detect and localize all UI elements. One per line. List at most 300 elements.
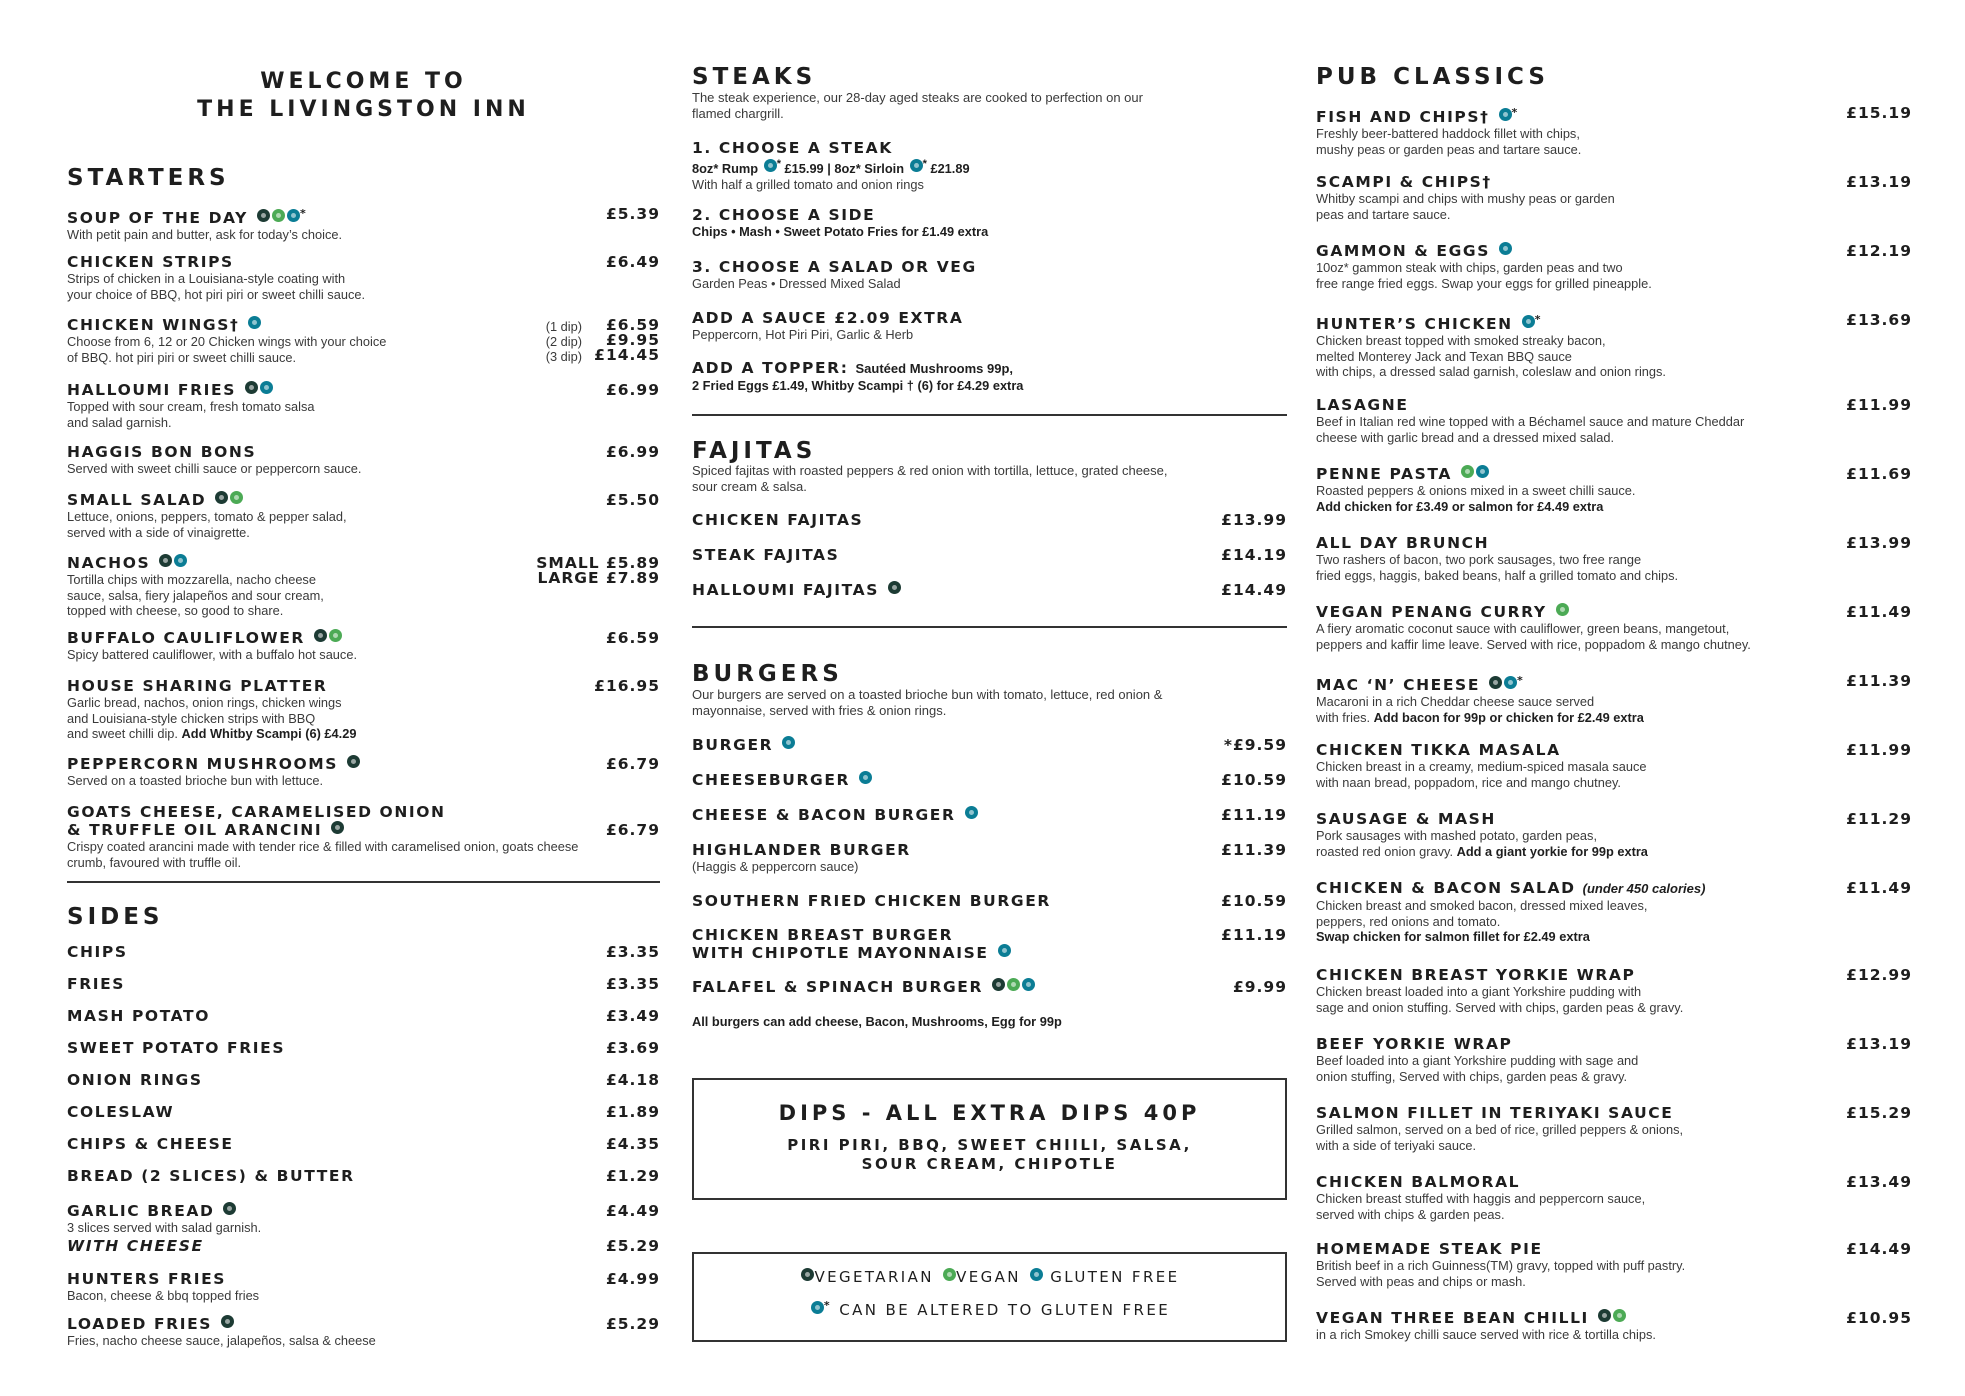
gluten-free-icon — [859, 771, 872, 784]
item-description — [1316, 191, 1912, 222]
vegan-icon — [1461, 465, 1474, 478]
steaks-intro — [692, 90, 1143, 122]
item-description: Bacon, cheese & bbq topped fries — [67, 1288, 260, 1303]
item-price: £10.95 — [1846, 1309, 1912, 1327]
item-price: £6.49 — [605, 253, 660, 271]
menu-item — [1316, 966, 1912, 1015]
menu-item — [67, 1315, 660, 1349]
menu-item — [67, 1167, 660, 1185]
item-description — [1316, 621, 1912, 652]
menu-item — [67, 755, 660, 789]
menu-item — [1316, 1104, 1912, 1153]
item-name: HUNTER’S CHICKEN — [1316, 315, 1513, 333]
menu-item — [1316, 1240, 1912, 1289]
item-name: BUFFALO CAULIFLOWER — [67, 629, 305, 647]
intro-line: mayonnaise, served with fries & onion rings. — [692, 703, 947, 718]
item-name: VEGAN PENANG CURRY — [1316, 603, 1547, 621]
item-description — [67, 839, 660, 870]
item-description: With petit pain and butter, ask for today’s choice. — [67, 227, 343, 242]
intro-line: The steak experience, our 28-day aged steaks are cooked to perfection on our — [692, 90, 1143, 105]
desc-line: and Louisiana-style chicken strips with BBQ — [67, 710, 316, 726]
desc-line: Lettuce, onions, peppers, tomato & pepper salad, — [67, 509, 347, 524]
desc-line: Chicken breast stuffed with haggis and peppercorn sauce, — [1316, 1191, 1646, 1206]
item-name: HUNTERS FRIES — [67, 1270, 227, 1288]
desc-line: with naan bread, poppadom, rice and mango chutney. — [1316, 774, 1621, 790]
steak-step — [692, 359, 1287, 394]
menu-item — [692, 546, 1287, 564]
dips-line: PIRI PIRI, BBQ, SWEET CHIILI, SALSA, — [787, 1136, 1192, 1154]
intro-line: Spiced fajitas with roasted peppers & red onion with tortilla, lettuce, grated cheese, — [692, 463, 1168, 478]
desc-line: crumb, favoured with truffle oil. — [67, 854, 242, 870]
name-line: WITH CHIPOTLE MAYONNAISE — [692, 944, 989, 962]
item-price: £13.99 — [1221, 511, 1287, 529]
item-price: £4.35 — [605, 1135, 660, 1153]
item-tag: (under 450 calories) — [1582, 881, 1706, 896]
item-name: FISH AND CHIPS† — [1316, 108, 1490, 126]
menu-item — [67, 943, 660, 961]
step-title: 2. CHOOSE A SIDE — [692, 206, 876, 224]
item-option: WITH CHEESE — [67, 1236, 204, 1255]
menu-item — [67, 803, 660, 870]
menu-item — [1316, 396, 1912, 445]
rump-price: £15.99 | 8oz* Sirloin — [784, 161, 905, 176]
desc-line: Two rashers of bacon, two pork sausages, two free range — [1316, 552, 1642, 567]
item-price: £5.39 — [605, 205, 660, 223]
item-name: CHIPS & CHEESE — [67, 1135, 234, 1153]
desc-line: your choice of BBQ, hot piri piri or sweet chilli sauce. — [67, 286, 366, 302]
step-description: Garden Peas • Dressed Mixed Salad — [692, 276, 901, 291]
desc-line: fried eggs, haggis, baked beans, half a grilled tomato and chips. — [1316, 567, 1679, 583]
step-description: Peppercorn, Hot Piri Piri, Garlic & Herb — [692, 327, 914, 342]
menu-item — [692, 841, 1287, 874]
menu-item — [1316, 173, 1912, 222]
welcome-heading — [67, 68, 660, 124]
menu-item — [67, 629, 660, 663]
vegetarian-icon — [1598, 1309, 1611, 1322]
dip-label: (1 dip) — [545, 319, 582, 334]
step-title: ADD A TOPPER: — [692, 359, 849, 377]
item-description — [1316, 694, 1912, 725]
desc-line: Choose from 6, 12 or 20 Chicken wings with your choice — [67, 334, 387, 349]
vegetarian-icon — [801, 1268, 814, 1281]
menu-item — [67, 975, 660, 993]
step-description: With half a grilled tomato and onion rings — [692, 176, 924, 192]
item-price: £1.89 — [605, 1103, 660, 1121]
key-gluten-free: GLUTEN FREE — [1050, 1268, 1180, 1286]
item-name: CHICKEN WINGS† — [67, 316, 240, 334]
item-price: £11.69 — [1846, 465, 1912, 483]
item-description — [67, 271, 660, 302]
item-name — [67, 803, 660, 839]
steaks-heading: STEAKS — [692, 64, 817, 90]
steak-step — [692, 206, 1287, 240]
item-price: £4.99 — [605, 1270, 660, 1288]
menu-item — [692, 736, 1287, 754]
item-description: Spicy battered cauliflower, with a buffalo hot sauce. — [67, 647, 357, 662]
item-name: SCAMPI & CHIPS† — [1316, 173, 1492, 191]
item-description: Served on a toasted brioche bun with lettuce. — [67, 773, 324, 788]
item-price: £10.59 — [1221, 892, 1287, 910]
dips-title: DIPS - ALL EXTRA DIPS 40P — [778, 1101, 1201, 1125]
item-price: £13.99 — [1846, 534, 1912, 552]
item-price: £13.49 — [1846, 1173, 1912, 1191]
gluten-free-icon — [811, 1301, 824, 1314]
dips-list — [694, 1136, 1285, 1174]
item-description — [1316, 1191, 1912, 1222]
item-price: £13.19 — [1846, 1035, 1912, 1053]
gluten-free-icon — [1522, 315, 1535, 328]
menu-item — [692, 511, 1287, 529]
key-vegan: VEGAN — [956, 1268, 1021, 1286]
item-price: £14.49 — [1221, 581, 1287, 599]
vegetarian-icon — [245, 381, 258, 394]
item-name: SOUP OF THE DAY — [67, 209, 248, 227]
item-description: in a rich Smokey chilli sauce served with rice & tortilla chips. — [1316, 1327, 1656, 1342]
gluten-free-icon — [248, 316, 261, 329]
vegan-icon — [943, 1268, 956, 1281]
desc-extra: Add Whitby Scampi (6) £4.29 — [181, 726, 357, 742]
gluten-free-icon — [910, 159, 923, 172]
desc-line: Garlic bread, nachos, onion rings, chicken wings — [67, 695, 342, 710]
desc-line: roasted red onion gravy. — [1316, 843, 1454, 859]
item-price: £11.19 — [1221, 926, 1287, 944]
item-price: £6.59 — [605, 629, 660, 647]
item-description — [1316, 333, 1912, 380]
item-name: NACHOS — [67, 554, 151, 572]
item-description — [1316, 898, 1912, 945]
intro-line: sour cream & salsa. — [692, 479, 807, 494]
steak-step — [692, 309, 1287, 343]
item-price: £5.50 — [605, 491, 660, 509]
item-description — [1316, 414, 1912, 445]
item-description — [1316, 260, 1912, 291]
menu-item — [67, 554, 660, 619]
desc-extra: Add bacon for 99p or chicken for £2.49 extra — [1373, 709, 1644, 725]
item-price: £5.29 — [605, 1315, 660, 1333]
desc-extra: Add a giant yorkie for 99p extra — [1456, 843, 1648, 859]
vegetarian-icon — [215, 491, 228, 504]
desc-line: served with a side of vinaigrette. — [67, 524, 250, 540]
menu-item — [67, 1039, 660, 1057]
item-name: ONION RINGS — [67, 1071, 203, 1089]
desc-line: Grilled salmon, served on a bed of rice, grilled peppers & onions, — [1316, 1122, 1684, 1137]
item-price: £1.29 — [605, 1167, 660, 1185]
item-name: CHICKEN FAJITAS — [692, 511, 864, 529]
item-price: £15.19 — [1846, 104, 1912, 122]
item-name — [692, 926, 1287, 962]
desc-line: peppers and kaffir lime leave. Served with rice, poppadom & mango chutney. — [1316, 636, 1751, 652]
desc-line: Freshly beer-battered haddock fillet with chips, — [1316, 126, 1580, 141]
vegan-icon — [1007, 978, 1020, 991]
step-description: Chips • Mash • Sweet Potato Fries for £1.49 extra — [692, 224, 989, 239]
dips-box — [692, 1078, 1287, 1200]
item-description — [1316, 483, 1912, 514]
gluten-free-icon — [1499, 242, 1512, 255]
menu-item — [692, 926, 1287, 962]
menu-item — [67, 1270, 660, 1304]
menu-item — [67, 491, 660, 540]
name-line: GOATS CHEESE, CARAMELISED ONION — [67, 803, 446, 821]
item-name: GAMMON & EGGS — [1316, 242, 1491, 260]
desc-line: of BBQ. hot piri piri or sweet chilli sauce. — [67, 349, 297, 365]
item-description — [1316, 1258, 1912, 1289]
item-price: £11.49 — [1846, 603, 1912, 621]
vegetarian-icon — [159, 554, 172, 567]
menu-item — [67, 1071, 660, 1089]
fajitas-intro — [692, 463, 1168, 495]
topper-line: Sautéed Mushrooms 99p, — [855, 361, 1013, 376]
vegetarian-icon — [223, 1202, 236, 1215]
item-name: HIGHLANDER BURGER — [692, 841, 911, 859]
vegetarian-icon — [331, 821, 344, 834]
steak-options — [692, 157, 1287, 177]
desc-line: Strips of chicken in a Louisiana-style coating with — [67, 271, 346, 286]
item-price: £14.49 — [1846, 1240, 1912, 1258]
intro-line: Our burgers are served on a toasted brioche bun with tomato, lettuce, red onion & — [692, 687, 1163, 702]
item-description — [1316, 759, 1912, 790]
vegan-icon — [1613, 1309, 1626, 1322]
asterisk-mark: * — [776, 158, 781, 170]
desc-line: mushy peas or garden peas and tartare sauce. — [1316, 141, 1582, 157]
menu-item — [67, 1135, 660, 1153]
item-price: £3.35 — [605, 943, 660, 961]
item-name: SOUTHERN FRIED CHICKEN BURGER — [692, 892, 1051, 910]
step-title: 3. CHOOSE A SALAD OR VEG — [692, 258, 977, 276]
vegan-icon — [1556, 603, 1569, 616]
desc-line: onion stuffing, Served with chips, garden peas & gravy. — [1316, 1068, 1628, 1084]
vegetarian-icon — [314, 629, 327, 642]
item-price: £3.49 — [605, 1007, 660, 1025]
key-altered: CAN BE ALTERED TO GLUTEN FREE — [839, 1301, 1171, 1319]
desc-line: Chicken breast loaded into a giant Yorkshire pudding with — [1316, 984, 1642, 999]
item-name: PENNE PASTA — [1316, 465, 1452, 483]
item-name: FRIES — [67, 975, 126, 993]
item-description — [67, 399, 660, 430]
item-price: £9.99 — [1232, 978, 1287, 996]
item-name: BURGER — [692, 736, 774, 754]
item-price: £16.95 — [594, 677, 660, 695]
gluten-free-icon — [174, 554, 187, 567]
item-name: SALMON FILLET IN TERIYAKI SAUCE — [1316, 1104, 1674, 1122]
dietary-key-box — [692, 1252, 1287, 1342]
gluten-free-icon — [965, 806, 978, 819]
desc-line: Topped with sour cream, fresh tomato salsa — [67, 399, 315, 414]
vegetarian-icon — [221, 1315, 234, 1328]
desc-extra: Add chicken for £3.49 or salmon for £4.49 extra — [1316, 498, 1604, 514]
gluten-free-icon — [764, 159, 777, 172]
item-description — [1316, 828, 1912, 859]
menu-item — [692, 771, 1287, 789]
gluten-free-icon — [1030, 1268, 1043, 1281]
topper-line: 2 Fried Eggs £1.49, Whitby Scampi † (6) for £4.29 extra — [692, 378, 1024, 393]
desc-line: sage and onion stuffing. Served with chips, garden peas & gravy. — [1316, 999, 1684, 1015]
item-price: £11.29 — [1846, 810, 1912, 828]
item-name: VEGAN THREE BEAN CHILLI — [1316, 1309, 1589, 1327]
vegetarian-icon — [1489, 676, 1502, 689]
item-description — [1316, 126, 1912, 157]
item-name: SWEET POTATO FRIES — [67, 1039, 286, 1057]
menu-item — [692, 978, 1287, 996]
dip-labels — [546, 319, 582, 364]
item-price: £6.99 — [605, 381, 660, 399]
dip-label: (2 dip) — [545, 334, 582, 349]
menu-item — [67, 1103, 660, 1121]
desc-line: sauce, salsa, fiery jalapeños and sour cream, — [67, 587, 324, 603]
menu-item — [692, 806, 1287, 824]
dips-line: SOUR CREAM, CHIPOTLE — [861, 1155, 1118, 1173]
item-name: GARLIC BREAD — [67, 1202, 215, 1220]
menu-item — [1316, 534, 1912, 583]
steak-step — [692, 258, 1287, 292]
item-price: *£9.59 — [1223, 736, 1287, 754]
item-name: CHICKEN & BACON SALAD — [1316, 879, 1576, 897]
menu-item — [692, 892, 1287, 910]
desc-line: Chicken breast in a creamy, medium-spiced masala sauce — [1316, 759, 1647, 774]
key-row — [694, 1297, 1285, 1319]
menu-item — [67, 1007, 660, 1025]
name-line: CHICKEN BREAST BURGER — [692, 926, 954, 944]
item-prices — [536, 556, 660, 586]
starters-heading: STARTERS — [67, 165, 230, 191]
item-name: HAGGIS BON BONS — [67, 443, 257, 461]
desc-line: served with chips & garden peas. — [1316, 1206, 1505, 1222]
item-price: £13.69 — [1846, 311, 1912, 329]
desc-line: A fiery aromatic coconut sauce with cauliflower, green beans, mangetout, — [1316, 621, 1730, 636]
dip-label: (3 dip) — [545, 349, 582, 364]
item-price: £11.19 — [1221, 806, 1287, 824]
gluten-free-icon — [287, 209, 300, 222]
desc-line: cheese with garlic bread and a dressed mixed salad. — [1316, 429, 1615, 445]
menu-item — [1316, 741, 1912, 790]
gluten-free-icon — [260, 381, 273, 394]
desc-line: Whitby scampi and chips with mushy peas or garden — [1316, 191, 1615, 206]
desc-line: topped with cheese, so good to share. — [67, 603, 284, 619]
vegetarian-icon — [347, 755, 360, 768]
item-description: 3 slices served with salad garnish. — [67, 1220, 262, 1235]
menu-item — [67, 1202, 660, 1255]
pub-classics-heading: PUB CLASSICS — [1316, 64, 1549, 90]
item-price: £12.99 — [1846, 966, 1912, 984]
item-price: £13.19 — [1846, 173, 1912, 191]
item-description — [1316, 552, 1912, 583]
item-price-large: LARGE £7.89 — [537, 569, 660, 587]
desc-extra: Swap chicken for salmon fillet for £2.49 extra — [1316, 929, 1590, 945]
desc-line: Roasted peppers & onions mixed in a sweet chilli sauce. — [1316, 483, 1636, 498]
item-name: FALAFEL & SPINACH BURGER — [692, 978, 984, 996]
menu-item — [1316, 603, 1912, 652]
item-name: ALL DAY BRUNCH — [1316, 534, 1490, 552]
gluten-free-icon — [782, 736, 795, 749]
gluten-free-icon — [1499, 108, 1512, 121]
desc-line: Served with peas and chips or mash. — [1316, 1273, 1526, 1289]
menu-item — [1316, 810, 1912, 859]
gluten-free-icon — [998, 944, 1011, 957]
item-price: £6.79 — [605, 821, 660, 839]
burgers-intro — [692, 687, 1162, 719]
menu-item — [1316, 672, 1912, 725]
desc-line: and salad garnish. — [67, 414, 172, 430]
item-name: SAUSAGE & MASH — [1316, 810, 1497, 828]
item-price: £11.39 — [1846, 672, 1912, 690]
divider — [692, 626, 1287, 628]
item-price: £11.99 — [1846, 396, 1912, 414]
burgers-note: All burgers can add cheese, Bacon, Mushrooms, Egg for 99p — [692, 1014, 1062, 1029]
item-name: CHICKEN BREAST YORKIE WRAP — [1316, 966, 1636, 984]
item-description — [1316, 1122, 1912, 1153]
desc-line: peppers, red onions and tomato. — [1316, 913, 1501, 929]
item-name: COLESLAW — [67, 1103, 175, 1121]
gluten-free-icon — [1504, 676, 1517, 689]
desc-line: British beef in a rich Guinness(TM) gravy, topped with puff pastry. — [1316, 1258, 1686, 1273]
desc-line: Beef in Italian red wine topped with a Béchamel sauce and mature Cheddar — [1316, 414, 1745, 429]
gluten-free-icon — [1022, 978, 1035, 991]
intro-line: flamed chargrill. — [692, 106, 784, 121]
item-description — [67, 509, 660, 540]
sirloin-price: £21.89 — [930, 161, 970, 176]
desc-line: with a side of teriyaki sauce. — [1316, 1137, 1477, 1153]
item-name: LOADED FRIES — [67, 1315, 213, 1333]
item-price: £11.99 — [1846, 741, 1912, 759]
item-price: £14.45 — [594, 346, 660, 364]
key-row — [694, 1268, 1285, 1286]
item-description: Fries, nacho cheese sauce, jalapeños, salsa & cheese — [67, 1333, 376, 1348]
divider — [692, 414, 1287, 416]
vegetarian-icon — [257, 209, 270, 222]
menu-item — [1316, 1035, 1912, 1084]
sides-heading: SIDES — [67, 904, 164, 930]
item-description: Served with sweet chilli sauce or peppercorn sauce. — [67, 461, 362, 476]
menu-item — [1316, 879, 1912, 945]
item-name: CHICKEN TIKKA MASALA — [1316, 741, 1561, 759]
item-name: CHEESE & BACON BURGER — [692, 806, 956, 824]
item-description — [67, 695, 660, 742]
item-prices — [594, 318, 660, 363]
item-name: MASH POTATO — [67, 1007, 211, 1025]
step-title: ADD A SAUCE £2.09 EXTRA — [692, 309, 964, 327]
key-vegetarian: VEGETARIAN — [814, 1268, 934, 1286]
desc-line: 10oz* gammon steak with chips, garden peas and two — [1316, 260, 1623, 275]
menu-item — [1316, 465, 1912, 514]
item-price: £6.59 — [605, 316, 660, 334]
item-description — [1316, 984, 1912, 1015]
menu-item — [692, 581, 1287, 599]
menu-item — [67, 381, 660, 430]
menu-item — [67, 316, 660, 365]
menu-item — [1316, 311, 1912, 380]
item-name: SMALL SALAD — [67, 491, 207, 509]
desc-line: with fries. — [1316, 709, 1371, 725]
vegetarian-icon — [888, 581, 901, 594]
item-name: HOUSE SHARING PLATTER — [67, 677, 328, 695]
name-line: & TRUFFLE OIL ARANCINI — [67, 821, 323, 839]
desc-line: melted Monterey Jack and Texan BBQ sauce — [1316, 348, 1572, 364]
menu-item — [1316, 1309, 1912, 1343]
item-name: PEPPERCORN MUSHROOMS — [67, 755, 339, 773]
item-option-price: £5.29 — [605, 1237, 660, 1255]
item-price: £4.49 — [605, 1202, 660, 1220]
item-name: STEAK FAJITAS — [692, 546, 840, 564]
desc-line: with chips, a dressed salad garnish, coleslaw and onion rings. — [1316, 364, 1666, 380]
item-name: LASAGNE — [1316, 396, 1409, 414]
asterisk-mark: * — [1534, 313, 1543, 326]
menu-item — [67, 677, 660, 742]
item-price: £6.99 — [605, 443, 660, 461]
item-description: (Haggis & peppercorn sauce) — [692, 859, 859, 874]
item-price: £15.29 — [1846, 1104, 1912, 1122]
desc-line: peas and tartare sauce. — [1316, 206, 1451, 222]
asterisk-mark: * — [1517, 674, 1525, 687]
asterisk-mark: * — [823, 1299, 833, 1312]
